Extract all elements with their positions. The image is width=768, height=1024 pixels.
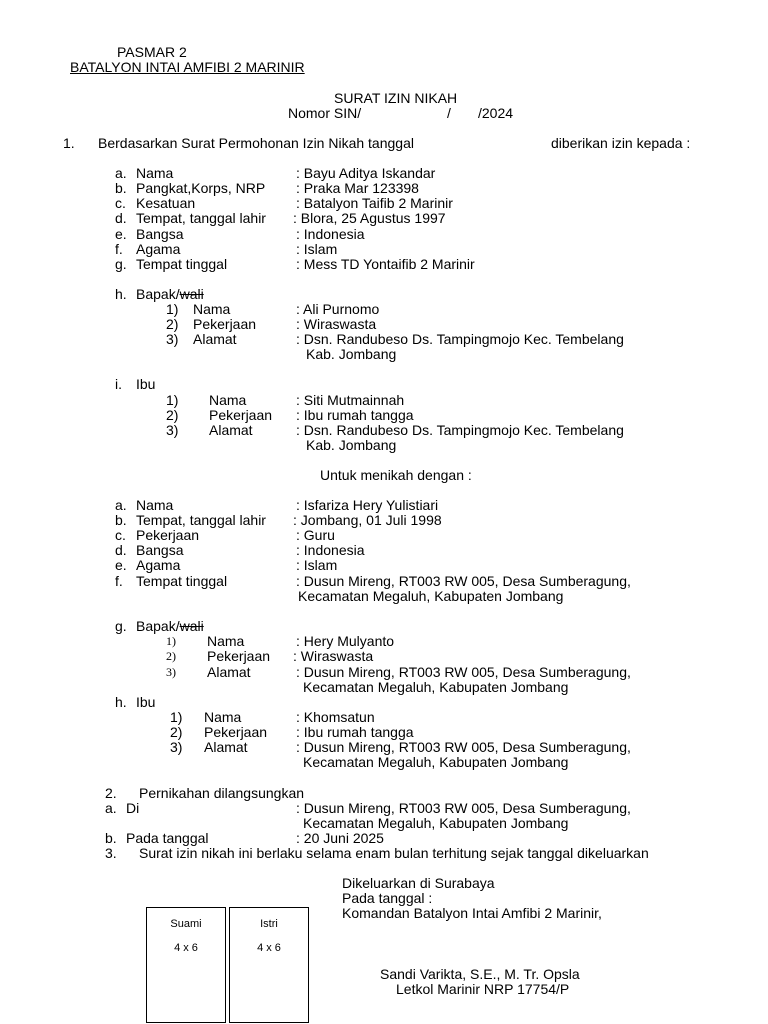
bride-mother-row-value: : Dusun Mireng, RT003 RW 005, Desa Sumberagung,	[296, 739, 631, 755]
photo-box-label: Suami	[170, 918, 202, 930]
groom-father-row-number: 2)	[166, 316, 179, 332]
issued-place: Dikeluarkan di Surabaya	[342, 875, 495, 891]
bride-field-letter: a.	[115, 497, 127, 513]
photo-box-wife	[229, 907, 309, 1023]
bride-field-value: : Islam	[296, 557, 338, 573]
bride-father-row-number: 2)	[166, 649, 176, 663]
bride-field-letter: c.	[115, 527, 126, 543]
groom-father-row-value: : Ali Purnomo	[296, 301, 380, 317]
groom-field-value: : Praka Mar 123398	[296, 180, 419, 196]
section-2-number: 2.	[105, 785, 117, 801]
bride-mother-row-number: 1)	[170, 709, 183, 725]
bride-field-value: : Dusun Mireng, RT003 RW 005, Desa Sumberagung,	[296, 573, 631, 589]
groom-mother-row-number: 1)	[166, 392, 179, 408]
section-2-label: Di	[126, 800, 140, 816]
bride-father-row-value: : Dusun Mireng, RT003 RW 005, Desa Sumberagung,	[296, 664, 631, 680]
groom-father-row-number: 1)	[166, 301, 179, 317]
signatory-rank: Letkol Marinir NRP 17754/P	[396, 981, 570, 997]
groom-father-row-value: : Wiraswasta	[296, 316, 377, 332]
groom-field-label: Bangsa	[136, 226, 184, 242]
photo-box-husband	[146, 907, 226, 1023]
groom-field-letter: c.	[115, 195, 126, 211]
bride-father-struck: wali	[179, 618, 204, 634]
bride-father-row-value: : Hery Mulyanto	[296, 633, 395, 649]
bride-field-letter: f.	[115, 573, 123, 589]
groom-mother-letter: i.	[115, 376, 122, 392]
bride-father-row-label: Pekerjaan	[207, 648, 271, 664]
pasmar-heading: PASMAR 2	[117, 44, 187, 60]
bride-mother-row-value: : Khomsatun	[296, 709, 375, 725]
bride-field-label: Tempat, tanggal lahir	[136, 512, 266, 528]
section-2-value: : 20 Juni 2025	[296, 830, 384, 846]
groom-field-letter: e.	[115, 226, 127, 242]
groom-mother-row-value: : Ibu rumah tangga	[296, 407, 414, 423]
bride-field-letter: e.	[115, 557, 127, 573]
groom-mother-row-label: Nama	[209, 392, 247, 408]
section-2-value-cont: Kecamatan Megaluh, Kabupaten Jombang	[303, 815, 569, 831]
bride-father-heading	[136, 619, 204, 634]
section-1-intro-tail: diberikan izin kepada :	[551, 135, 691, 151]
bride-mother-row-number: 2)	[170, 724, 183, 740]
groom-father-row-number: 3)	[166, 331, 179, 347]
section-2-label: Pada tanggal	[126, 830, 209, 846]
bride-father-label: Bapak/	[136, 618, 180, 634]
groom-father-label: Bapak/	[136, 286, 180, 302]
groom-father-struck: wali	[179, 286, 204, 302]
groom-field-label: Pangkat,Korps, NRP	[136, 180, 266, 196]
groom-field-value: : Indonesia	[296, 226, 365, 242]
groom-field-label: Agama	[136, 241, 181, 257]
signatory-position: Komandan Batalyon Intai Amfibi 2 Marinir,	[342, 905, 602, 921]
section-1-number: 1.	[63, 135, 75, 151]
groom-field-value: : Batalyon Taifib 2 Marinir	[296, 195, 453, 211]
letter-number-slash: /	[447, 105, 451, 121]
groom-mother-row-value-cont: Kab. Jombang	[306, 437, 397, 453]
bride-field-value-cont: Kecamatan Megaluh, Kabupaten Jombang	[298, 588, 564, 604]
bride-father-row-label: Nama	[207, 633, 245, 649]
groom-father-row-value: : Dsn. Randubeso Ds. Tampingmojo Kec. Tembelang	[296, 331, 624, 347]
section-2-title: Pernikahan dilangsungkan	[139, 785, 305, 801]
bride-field-value: : Guru	[296, 527, 335, 543]
section-2-value: : Dusun Mireng, RT003 RW 005, Desa Sumberagung,	[296, 800, 631, 816]
bride-mother-row-value: : Ibu rumah tangga	[296, 724, 414, 740]
bride-field-letter: d.	[115, 542, 127, 558]
bride-mother-row-value-cont: Kecamatan Megaluh, Kabupaten Jombang	[303, 754, 569, 770]
bride-mother-letter: h.	[115, 694, 127, 710]
signatory-name: Sandi Varikta, S.E., M. Tr. Opsla	[380, 966, 580, 982]
groom-field-label: Kesatuan	[136, 195, 196, 211]
bride-field-label: Tempat tinggal	[136, 573, 228, 589]
groom-father-heading	[136, 287, 204, 302]
bride-father-row-value: : Wiraswasta	[293, 648, 374, 664]
section-3-number: 3.	[105, 845, 117, 861]
section-2-letter: b.	[105, 830, 117, 846]
groom-father-row-label: Nama	[193, 301, 231, 317]
bride-field-value: : Jombang, 01 Juli 1998	[293, 512, 442, 528]
groom-field-letter: a.	[115, 165, 127, 181]
bride-field-label: Nama	[136, 497, 174, 513]
groom-mother-row-label: Pekerjaan	[209, 407, 273, 423]
bride-mother-row-number: 3)	[170, 739, 183, 755]
bride-mother-heading: Ibu	[136, 694, 156, 710]
groom-mother-row-number: 2)	[166, 407, 179, 423]
letter-number-year: /2024	[478, 105, 514, 121]
groom-father-row-label: Pekerjaan	[193, 316, 257, 332]
photo-box-size: 4 x 6	[174, 942, 198, 954]
section-1-intro: Berdasarkan Surat Permohonan Izin Nikah tanggal	[98, 135, 414, 151]
letter-title: SURAT IZIN NIKAH	[334, 90, 458, 106]
letter-number-label: Nomor SIN/	[288, 105, 362, 121]
bride-field-label: Pekerjaan	[136, 527, 200, 543]
bride-mother-row-label: Alamat	[204, 739, 248, 755]
bride-father-row-number: 1)	[166, 634, 176, 648]
groom-field-label: Nama	[136, 165, 174, 181]
groom-field-letter: g.	[115, 256, 127, 272]
groom-mother-row-label: Alamat	[209, 422, 253, 438]
marry-with-heading: Untuk menikah dengan :	[320, 467, 472, 483]
bride-field-value: : Indonesia	[296, 542, 365, 558]
bride-father-row-value-cont: Kecamatan Megaluh, Kabupaten Jombang	[303, 679, 569, 695]
section-2-letter: a.	[105, 800, 117, 816]
groom-field-value: : Bayu Aditya Iskandar	[296, 165, 436, 181]
groom-father-row-label: Alamat	[193, 331, 237, 347]
groom-field-value: : Mess TD Yontaifib 2 Marinir	[296, 256, 475, 272]
groom-mother-heading: Ibu	[136, 376, 156, 392]
groom-field-label: Tempat tinggal	[136, 256, 228, 272]
bride-father-row-label: Alamat	[207, 664, 251, 680]
bride-field-value: : Isfariza Hery Yulistiari	[296, 497, 439, 513]
bride-father-letter: g.	[115, 618, 127, 634]
bride-field-label: Bangsa	[136, 542, 184, 558]
groom-mother-row-number: 3)	[166, 422, 179, 438]
groom-mother-row-value: : Dsn. Randubeso Ds. Tampingmojo Kec. Tembelang	[296, 422, 624, 438]
unit-heading: BATALYON INTAI AMFIBI 2 MARINIR	[70, 59, 305, 75]
bride-mother-row-label: Pekerjaan	[204, 724, 268, 740]
groom-field-letter: b.	[115, 180, 127, 196]
bride-father-row-number: 3)	[166, 665, 176, 679]
groom-field-value: : Blora, 25 Agustus 1997	[293, 210, 446, 226]
bride-field-label: Agama	[136, 557, 181, 573]
bride-mother-row-label: Nama	[204, 709, 242, 725]
issued-date: Pada tanggal :	[342, 890, 433, 906]
groom-field-label: Tempat, tanggal lahir	[136, 210, 266, 226]
groom-field-letter: d.	[115, 210, 127, 226]
groom-father-row-value-cont: Kab. Jombang	[306, 346, 397, 362]
groom-field-value: : Islam	[296, 241, 338, 257]
groom-father-letter: h.	[115, 286, 127, 302]
section-3-text: Surat izin nikah ini berlaku selama enam bulan terhitung sejak tanggal dikeluarkan	[139, 845, 649, 861]
bride-field-letter: b.	[115, 512, 127, 528]
photo-box-label: Istri	[260, 918, 278, 930]
groom-field-letter: f.	[115, 241, 123, 257]
groom-mother-row-value: : Siti Mutmainnah	[296, 392, 405, 408]
photo-box-size: 4 x 6	[257, 942, 281, 954]
